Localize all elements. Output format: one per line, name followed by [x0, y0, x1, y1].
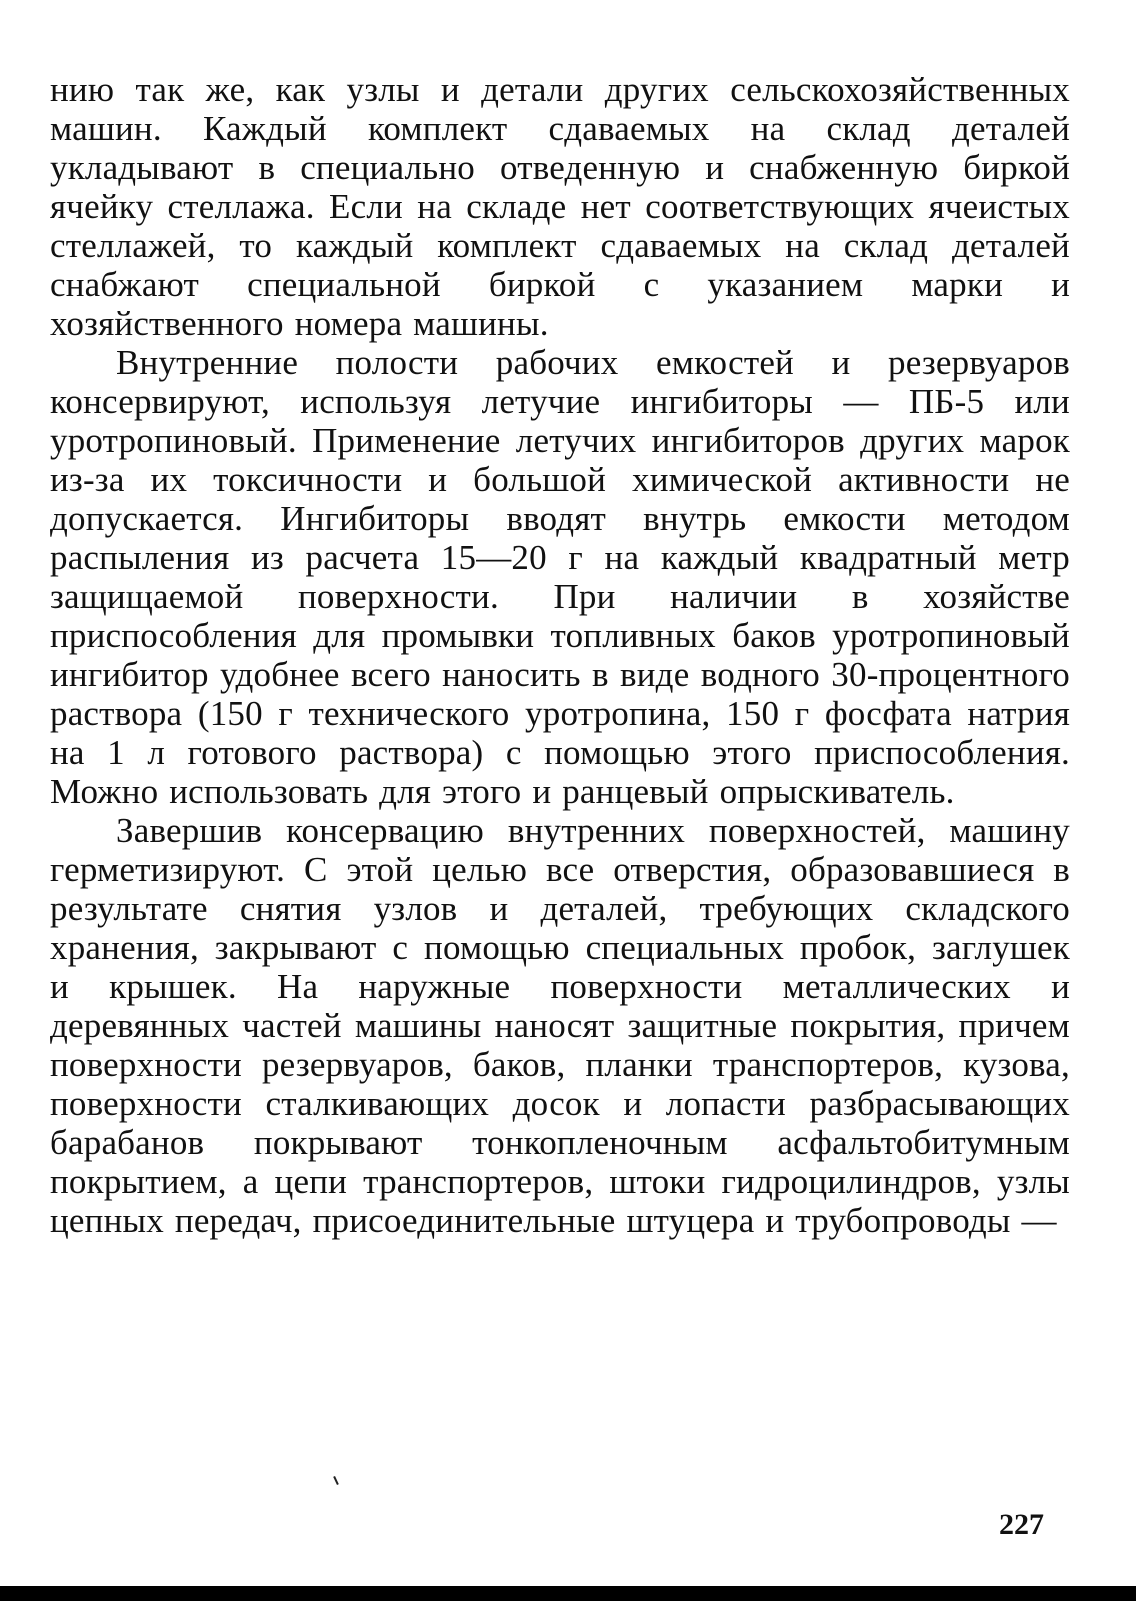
scan-speck: [333, 1476, 339, 1485]
page-number: 227: [999, 1508, 1044, 1541]
page-body: [50, 70, 1070, 1240]
paragraph-1: нию так же, как узлы и детали других сельскохозяйственных машин. Каждый комплект сдаваемых на склад деталей укладывают в специально отведенную и снабженную биркой ячейку стеллажа. Если на складе нет соответствующих ячеистых стеллажей, то каждый комплект сдаваемых на склад деталей снабжают специальной биркой с указанием марки и хозяйственного номера машины.: [50, 70, 1070, 343]
scan-bottom-edge: [0, 1586, 1136, 1601]
paragraph-3: Завершив консервацию внутренних поверхностей, машину герметизируют. С этой целью все отверстия, образовавшиеся в результате снятия узлов и деталей, требующих складского хранения, закрывают с помощью специальных пробок, заглушек и крышек. На наружные поверхности металлических и деревянных частей машины наносят защитные покрытия, причем поверхности резервуаров, баков, планки транспортеров, кузова, поверхности сталкивающих досок и лопасти разбрасывающих барабанов покрывают тонкопленочным асфальтобитумным покрытием, а цепи транспортеров, штоки гидроцилиндров, узлы цепных передач, присоединительные штуцера и трубопроводы —: [50, 811, 1070, 1240]
paragraph-2: Внутренние полости рабочих емкостей и резервуаров консервируют, используя летучие ингибиторы — ПБ-5 или уротропиновый. Применение летучих ингибиторов других марок из-за их токсичности и большой химической активности не допускается. Ингибиторы вводят внутрь емкости методом распыления из расчета 15—20 г на каждый квадратный метр защищаемой поверхности. При наличии в хозяйстве приспособления для промывки топливных баков уротропиновый ингибитор удобнее всего наносить в виде водного 30-процентного раствора (150 г технического уротропина, 150 г фосфата натрия на 1 л готового раствора) с помощью этого приспособления. Можно использовать для этого и ранцевый опрыскиватель.: [50, 343, 1070, 811]
